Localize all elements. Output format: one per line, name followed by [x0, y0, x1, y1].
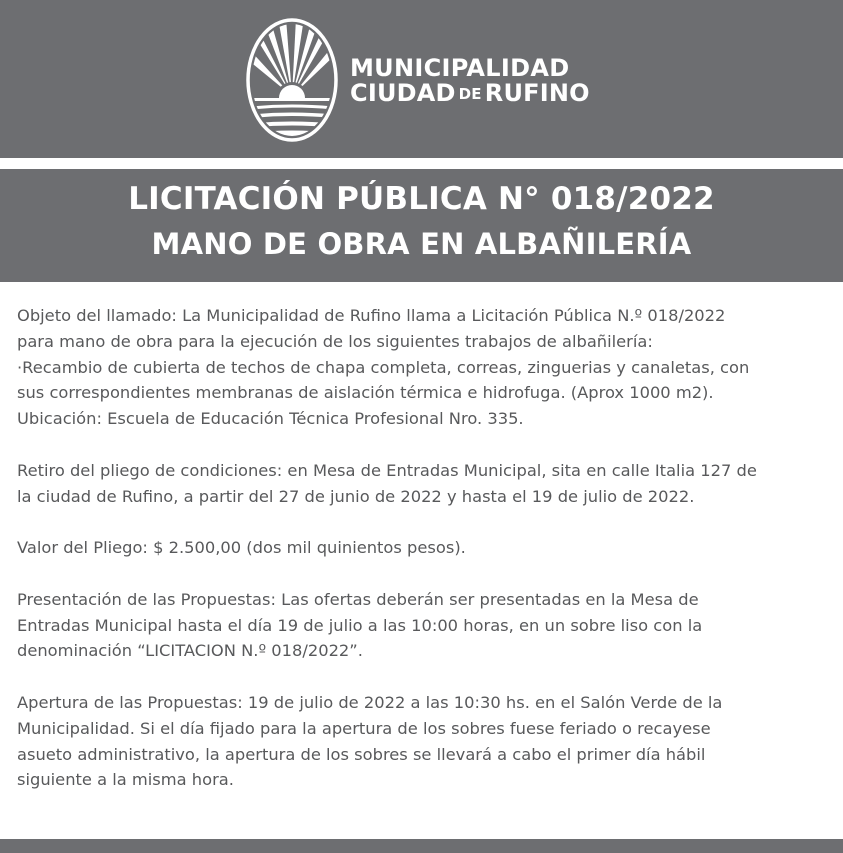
tender-title: LICITACIÓN PÚBLICA N° 018/2022: [128, 181, 715, 217]
wordmark-de: DE: [458, 85, 482, 103]
text-line: Presentación de las Propuestas: Las ofertas deberán ser presentadas en la Mesa de: [17, 589, 699, 609]
text-line: siguiente a la misma hora.: [17, 770, 234, 790]
paragraph-valor-pliego: [17, 535, 829, 561]
title-band: [0, 169, 843, 282]
paragraph-retiro-pliego: [17, 458, 829, 510]
paragraph-presentacion: [17, 587, 829, 664]
notice-body: [17, 303, 829, 819]
wordmark-line-1: MUNICIPALIDAD: [350, 54, 570, 82]
text-line: Retiro del pliego de condiciones: en Mesa de Entradas Municipal, sita en calle Italia 127 de: [17, 460, 757, 480]
tender-subtitle: MANO DE OBRA EN ALBAÑILERÍA: [151, 227, 692, 261]
wordmark-line-2: [350, 81, 590, 107]
paragraph-objeto: [17, 303, 829, 432]
footer-band: [0, 839, 843, 853]
text-line: sus correspondientes membranas de aislación térmica e hidrofuga. (Aprox 1000 m2).: [17, 383, 714, 403]
text-line: Valor del Pliego: $ 2.500,00 (dos mil quinientos pesos).: [17, 538, 466, 558]
wordmark-ciudad: CIUDAD: [350, 79, 456, 107]
text-line: Objeto del llamado: La Municipalidad de Rufino llama a Licitación Pública N.º 018/2022: [17, 306, 726, 325]
text-line: ·Recambio de cubierta de techos de chapa completa, correas, zinguerias y canaletas, con: [17, 357, 750, 377]
text-line: asueto administrativo, la apertura de los sobres se llevará a cabo el primer día hábil: [17, 744, 706, 764]
text-line: denominación “LICITACION N.º 018/2022”.: [17, 641, 363, 661]
text-line: Apertura de las Propuestas: 19 de julio de 2022 a las 10:30 hs. en el Salón Verde de la: [17, 692, 723, 712]
paragraph-apertura: [17, 690, 829, 793]
text-line: Entradas Municipal hasta el día 19 de julio a las 10:00 horas, en un sobre liso con la: [17, 615, 703, 635]
text-line: para mano de obra para la ejecución de los siguientes trabajos de albañilería:: [17, 331, 653, 351]
municipal-emblem-icon: [246, 18, 338, 142]
municipality-wordmark: [350, 56, 590, 107]
text-line: Ubicación: Escuela de Educación Técnica Profesional Nro. 335.: [17, 409, 524, 429]
text-line: la ciudad de Rufino, a partir del 27 de junio de 2022 y hasta el 19 de julio de 2022.: [17, 486, 695, 506]
text-line: Municipalidad. Si el día fijado para la apertura de los sobres fuese feriado o recayese: [17, 718, 711, 738]
wordmark-rufino: RUFINO: [484, 79, 590, 107]
header-band: [0, 0, 843, 158]
